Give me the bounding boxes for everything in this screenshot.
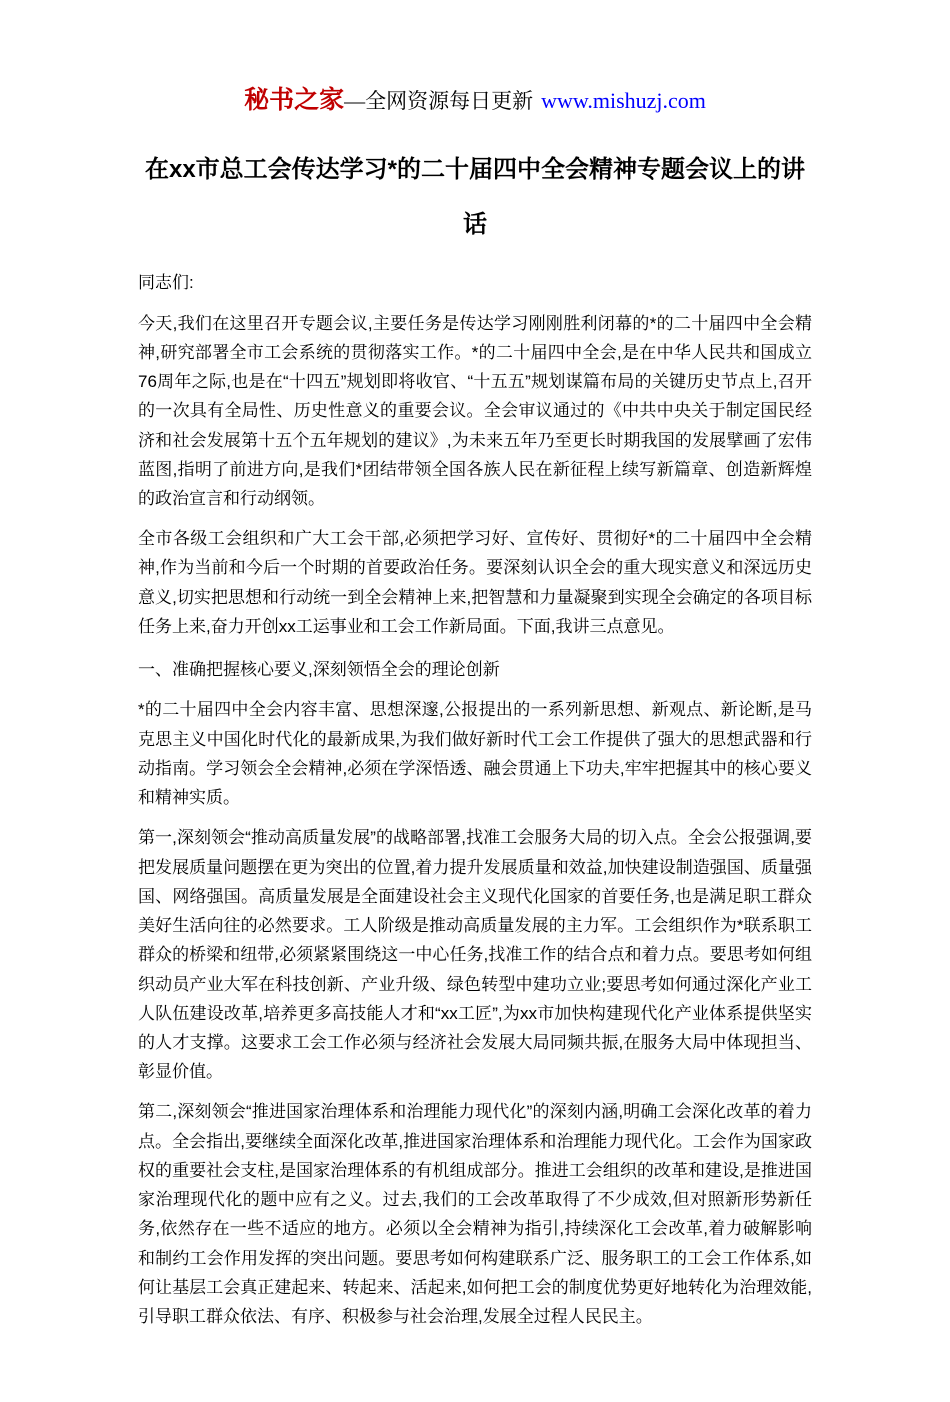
site-url-link[interactable]: www.mishuzj.com [541,88,706,113]
paragraph-intro: 今天,我们在这里召开专题会议,主要任务是传达学习刚刚胜利闭幕的*的二十届四中全会精神,研究部署全市工会系统的贯彻落实工作。*的二十届四中全会,是在中华人民共和国成立76周年之际,也是在“十四五”规划即将收官、“十五五”规划谋篇布局的关键历史节点上,召开的一次具有全局性、历史性意义的重要会议。全会审议通过的《中共中央关于制定国民经济和社会发展第十五个五年规划的建议》,为未来五年乃至更长时期我国的发展擘画了宏伟蓝图,指明了前进方向,是我们*团结带领全国各族人民在新征程上续写新篇章、创造新辉煌的政治宣言和行动纲领。 [138,313,812,509]
paragraph-point-2: 第二,深刻领会“推进国家治理体系和治理能力现代化”的深刻内涵,明确工会深化改革的着力点。全会指出,要继续全面深化改革,推进国家治理体系和治理能力现代化。工会作为国家政权的重要社会支柱,是国家治理体系的有机组成部分。推进工会组织的改革和建设,是推进国家治理现代化的题中应有之义。过去,我们的工会改革取得了不少成效,但对照新形势新任务,依然存在一些不适应的地方。必须以全会精神为指引,持续深化工会改革,着力破解影响和制约工会作用发挥的突出问题。要思考如何构建联系广泛、服务职工的工会工作体系,如何让基层工会真正建起来、转起来、活起来,如何把工会的制度优势更好地转化为治理效能,引导职工群众依法、有序、积极参与社会治理,发展全过程人民民主。 [138,1102,812,1327]
document-title: 在xx市总工会传达学习*的二十届四中全会精神专题会议上的讲话 [144,156,806,239]
section-heading-1: 一、准确把握核心要义,深刻领悟全会的理论创新 [138,660,500,680]
salutation: 同志们: [138,273,194,293]
paragraph-point-1: 第一,深刻领会“推动高质量发展”的战略部署,找准工会服务大局的切入点。全会公报强调,要把发展质量问题摆在更为突出的位置,着力提升发展质量和效益,加快建设制造强国、质量强国、网络强国。高质量发展是全面建设社会主义现代化国家的首要任务,也是满足职工群众美好生活向往的必然要求。工人阶级是推动高质量发展的主力军。工会组织作为*联系职工群众的桥梁和纽带,必须紧紧围绕这一中心任务,找准工作的结合点和着力点。要思考如何组织动员产业大军在科技创新、产业升级、绿色转型中建功立业;要思考如何通过深化产业工人队伍建设改革,培养更多高技能人才和“xx工匠”,为xx市加快构建现代化产业体系提供坚实的人才支撑。这要求工会工作必须与经济社会发展大局同频共振,在服务大局中体现担当、彰显价值。 [138,828,812,1082]
paragraph-section1-intro: *的二十届四中全会内容丰富、思想深邃,公报提出的一系列新思想、新观点、新论断,是马克思主义中国化时代化的最新成果,为我们做好新时代工会工作提供了强大的思想武器和行动指南。学习领会全会精神,必须在学深悟透、融会贯通上下功夫,牢牢把握其中的核心要义和精神实质。 [138,700,812,808]
paragraph-tasks: 全市各级工会组织和广大工会干部,必须把学习好、宣传好、贯彻好*的二十届四中全会精神,作为当前和今后一个时期的首要政治任务。要深刻认识全会的重大现实意义和深远历史意义,切实把思想和行动统一到全会精神上来,把智慧和力量凝聚到实现全会确定的各项目标任务上来,奋力开创xx工运事业和工会工作新局面。下面,我讲三点意见。 [138,529,812,636]
site-brand: 秘书之家 [244,87,345,114]
site-tagline: —全网资源每日更新 [344,89,534,113]
site-header [138,80,812,116]
document-body [138,268,812,1331]
